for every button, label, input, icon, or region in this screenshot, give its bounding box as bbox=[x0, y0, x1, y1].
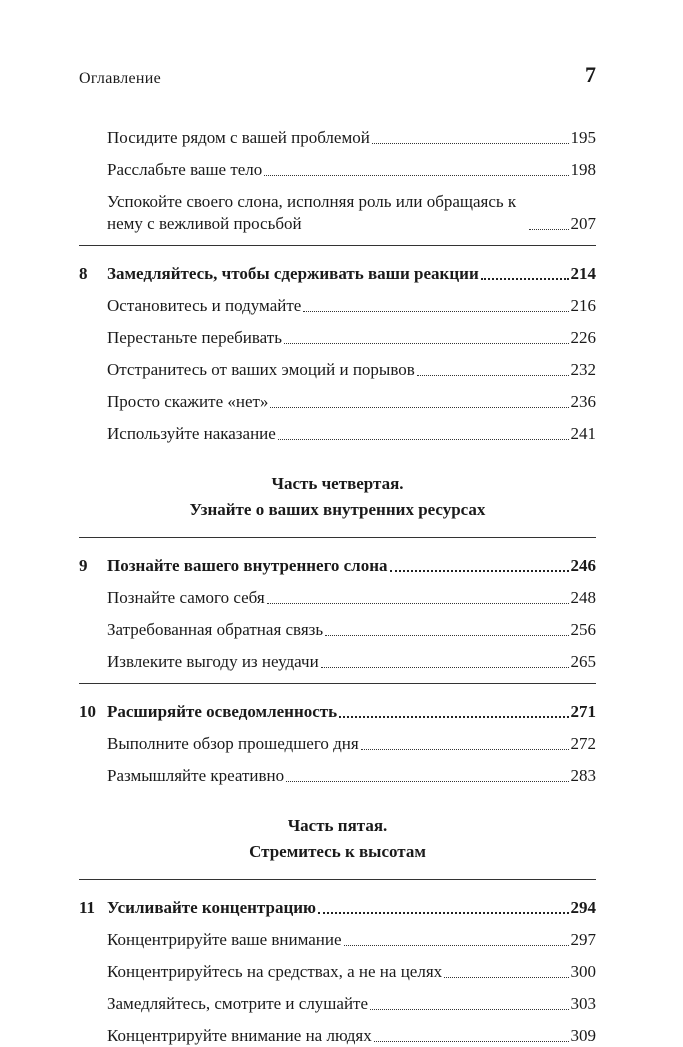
toc-entry[interactable] bbox=[79, 317, 596, 349]
dot-leader bbox=[390, 570, 569, 572]
toc-entry[interactable] bbox=[79, 285, 596, 317]
toc-entry-title: Замедляйтесь, смотрите и слушайте bbox=[107, 994, 369, 1013]
table-of-contents bbox=[79, 117, 596, 1047]
part-title: Узнайте о ваших внутренних ресурсах bbox=[189, 500, 486, 519]
toc-entry-title: Используйте наказание bbox=[107, 424, 276, 443]
chapter-number: 10 bbox=[79, 702, 96, 721]
toc-entry-page: 198 bbox=[570, 160, 596, 179]
part-heading-5 bbox=[79, 813, 596, 865]
dot-leader bbox=[286, 781, 568, 782]
chapter-page: 271 bbox=[570, 702, 596, 721]
dot-leader bbox=[318, 912, 568, 914]
toc-entry[interactable] bbox=[79, 609, 596, 641]
toc-entry-page: 207 bbox=[570, 214, 596, 233]
toc-entry-page: 283 bbox=[570, 766, 596, 785]
toc-entry-title: Выполните обзор прошедшего дня bbox=[107, 734, 359, 753]
toc-entry[interactable] bbox=[79, 1015, 596, 1047]
part-label: Часть пятая. bbox=[287, 816, 388, 835]
toc-entry[interactable] bbox=[79, 117, 596, 149]
toc-entry-title: Затребованная обратная связь bbox=[107, 620, 324, 639]
toc-entry-title: Просто скажите «нет» bbox=[107, 392, 269, 411]
toc-entry-page: 272 bbox=[570, 734, 596, 753]
toc-chapter-9[interactable] bbox=[79, 537, 596, 577]
running-header bbox=[79, 62, 596, 92]
toc-entry-page: 309 bbox=[570, 1026, 596, 1045]
dot-leader bbox=[481, 278, 569, 280]
toc-entry[interactable] bbox=[79, 723, 596, 755]
toc-chapter-11[interactable] bbox=[79, 879, 596, 919]
toc-entry[interactable] bbox=[79, 641, 596, 673]
dot-leader bbox=[270, 407, 568, 408]
dot-leader bbox=[361, 749, 569, 750]
toc-entry-title: Успокойте своего слона, исполняя роль или обращаясь к нему с вежливой просьбой bbox=[107, 192, 517, 233]
toc-entry-title: Перестаньте перебивать bbox=[107, 328, 282, 347]
toc-entry-page: 303 bbox=[570, 994, 596, 1013]
part-title: Стремитесь к высотам bbox=[249, 842, 426, 861]
chapter-title: Усиливайте концентрацию bbox=[107, 898, 317, 917]
toc-entry[interactable] bbox=[79, 149, 596, 181]
dot-leader bbox=[321, 667, 569, 668]
chapter-number: 8 bbox=[79, 264, 88, 283]
dot-leader bbox=[303, 311, 568, 312]
toc-entry-title: Отстранитесь от ваших эмоций и порывов bbox=[107, 360, 415, 379]
dot-leader bbox=[284, 343, 569, 344]
chapter-title: Расширяйте осведомленность bbox=[107, 702, 338, 721]
toc-entry-title: Познайте самого себя bbox=[107, 588, 265, 607]
toc-entry[interactable] bbox=[79, 577, 596, 609]
toc-entry-title: Концентрируйте ваше внимание bbox=[107, 930, 342, 949]
toc-entry[interactable] bbox=[79, 951, 596, 983]
toc-entry-title: Извлеките выгоду из неудачи bbox=[107, 652, 319, 671]
toc-entry-page: 226 bbox=[570, 328, 596, 347]
toc-entry-title: Посидите рядом с вашей проблемой bbox=[107, 128, 370, 147]
chapter-page: 246 bbox=[570, 556, 596, 575]
toc-entry-title: Концентрируйте внимание на людях bbox=[107, 1026, 372, 1045]
part-heading-4 bbox=[79, 471, 596, 523]
toc-entry[interactable] bbox=[79, 983, 596, 1015]
toc-entry[interactable] bbox=[79, 919, 596, 951]
dot-leader bbox=[374, 1041, 569, 1042]
chapter-title: Замедляйтесь, чтобы сдерживать ваши реакции bbox=[107, 264, 479, 283]
toc-entry-page: 236 bbox=[570, 392, 596, 411]
chapter-page: 214 bbox=[570, 264, 596, 283]
toc-entry-page: 256 bbox=[570, 620, 596, 639]
chapter-page: 294 bbox=[570, 898, 596, 917]
toc-entry-page: 248 bbox=[570, 588, 596, 607]
toc-entry[interactable] bbox=[79, 349, 596, 381]
header-title: Оглавление bbox=[79, 70, 162, 87]
toc-entry-page: 216 bbox=[570, 296, 596, 315]
toc-entry[interactable] bbox=[79, 381, 596, 413]
dot-leader bbox=[529, 229, 569, 230]
dot-leader bbox=[325, 635, 568, 636]
toc-entry-page: 265 bbox=[570, 652, 596, 671]
toc-entry-page: 232 bbox=[570, 360, 596, 379]
dot-leader bbox=[267, 603, 569, 604]
chapter-number: 9 bbox=[79, 556, 88, 575]
dot-leader bbox=[417, 375, 569, 376]
toc-entry[interactable] bbox=[79, 413, 596, 445]
header-page-number: 7 bbox=[585, 62, 596, 87]
toc-entry-page: 297 bbox=[570, 930, 596, 949]
dot-leader bbox=[278, 439, 569, 440]
dot-leader bbox=[444, 977, 568, 978]
toc-entry-title: Остановитесь и подумайте bbox=[107, 296, 302, 315]
toc-entry[interactable] bbox=[79, 181, 596, 235]
toc-entry-page: 300 bbox=[570, 962, 596, 981]
toc-chapter-8[interactable] bbox=[79, 245, 596, 285]
part-label: Часть четвертая. bbox=[271, 474, 404, 493]
dot-leader bbox=[372, 143, 569, 144]
dot-leader bbox=[264, 175, 568, 176]
toc-entry-page: 195 bbox=[570, 128, 596, 147]
toc-entry-title: Размышляйте креативно bbox=[107, 766, 285, 785]
chapter-title: Познайте вашего внутреннего слона bbox=[107, 556, 388, 575]
toc-entry-page: 241 bbox=[570, 424, 596, 443]
toc-entry[interactable] bbox=[79, 755, 596, 787]
dot-leader bbox=[344, 945, 569, 946]
chapter-number: 11 bbox=[79, 898, 96, 917]
toc-entry-title: Концентрируйтесь на средствах, а не на целях bbox=[107, 962, 443, 981]
toc-entry-title: Расслабьте ваше тело bbox=[107, 160, 263, 179]
toc-chapter-10[interactable] bbox=[79, 683, 596, 723]
dot-leader bbox=[370, 1009, 568, 1010]
dot-leader bbox=[339, 716, 568, 718]
